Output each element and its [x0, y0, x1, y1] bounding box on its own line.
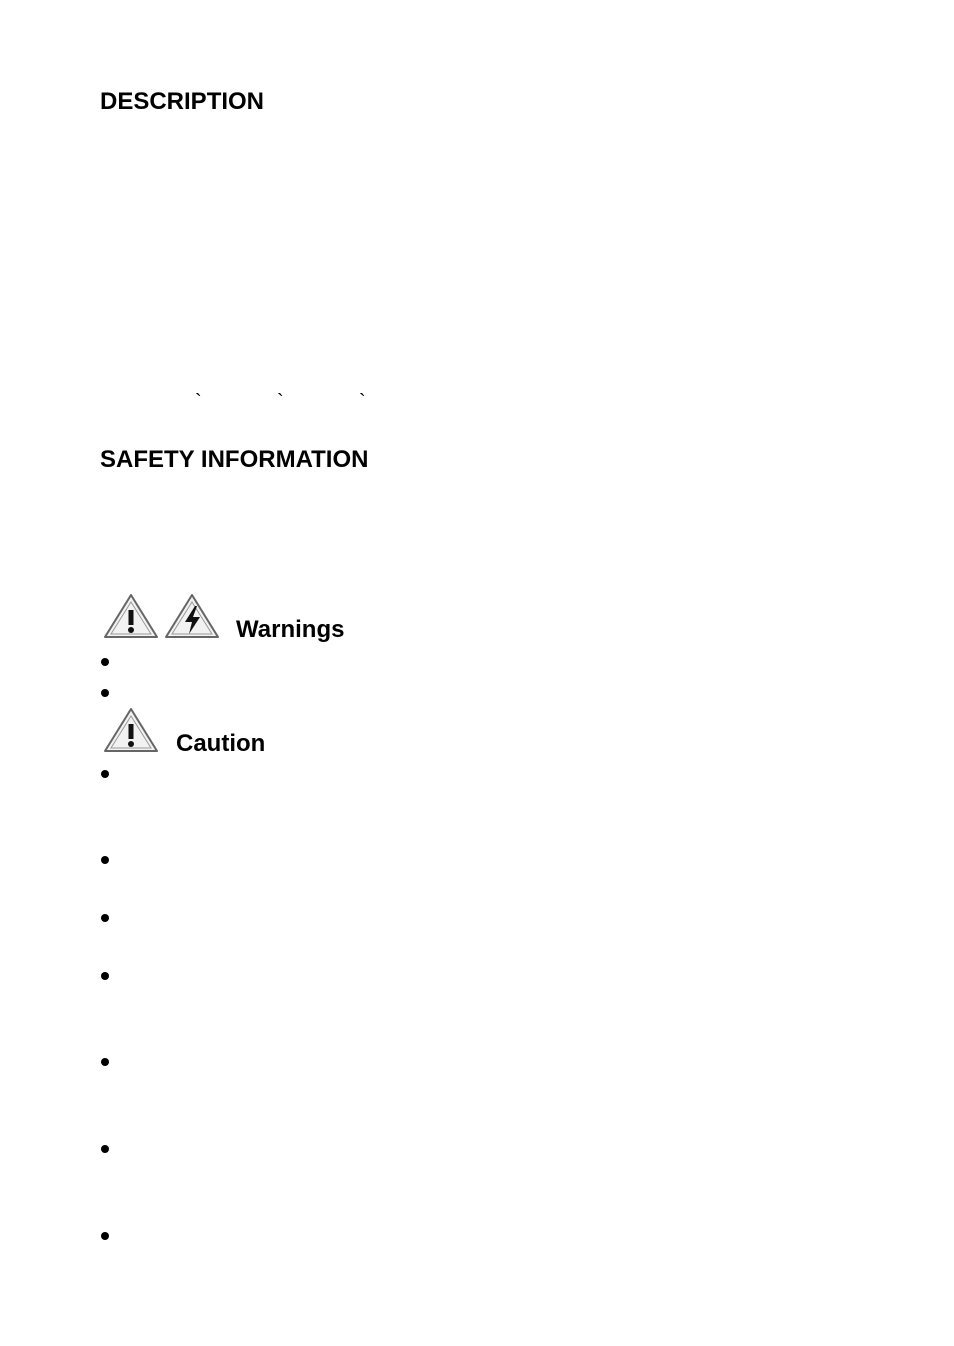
warnings-label: Warnings [236, 616, 345, 643]
caution-bullet-2 [101, 856, 109, 864]
safety-information-heading: SAFETY INFORMATION [100, 446, 369, 473]
description-mark-2: ` [277, 391, 284, 413]
caution-bullet-3 [101, 914, 109, 922]
caution-bullet-4 [101, 972, 109, 980]
description-heading: DESCRIPTION [100, 88, 265, 115]
caution-bullet-6 [101, 1145, 109, 1153]
caution-bullet-5 [101, 1058, 109, 1066]
warning-triangle-icon [102, 592, 160, 640]
caution-label: Caution [176, 730, 266, 757]
electric-shock-icon [163, 592, 221, 640]
caution-bullet-7 [101, 1232, 109, 1240]
caution-triangle-icon [102, 706, 160, 754]
description-mark-1: ` [195, 391, 202, 413]
warning-bullet-1 [101, 658, 109, 666]
description-mark-3: ` [359, 391, 366, 413]
caution-bullet-1 [101, 770, 109, 778]
warning-bullet-2 [101, 689, 109, 697]
